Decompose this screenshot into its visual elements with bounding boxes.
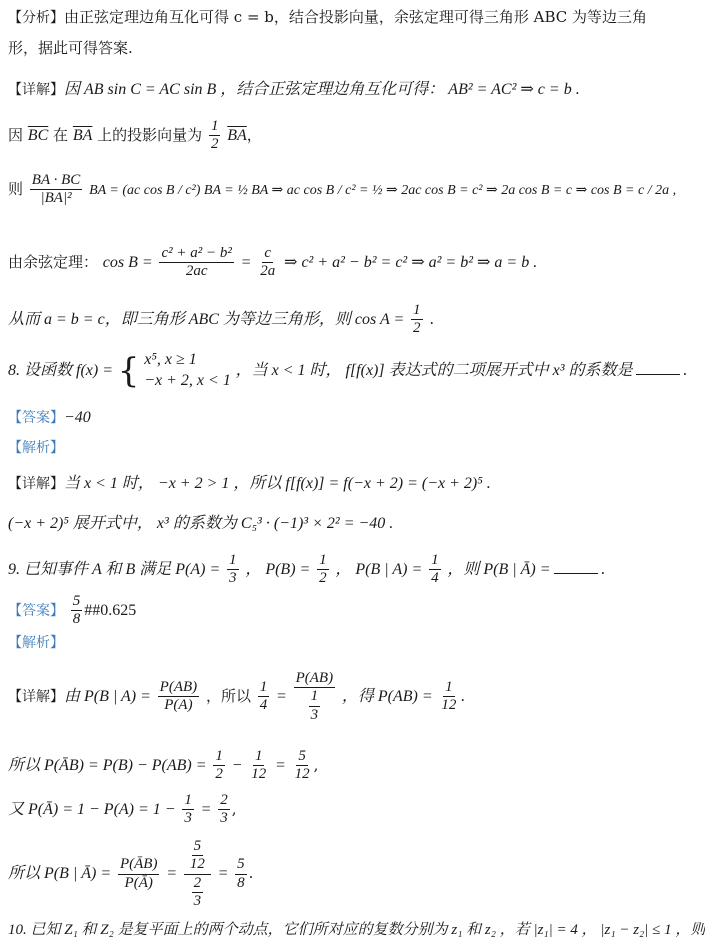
numerator: P(ĀB) bbox=[118, 856, 159, 874]
numerator: P(AB) bbox=[294, 670, 335, 688]
q8-detail-2 bbox=[8, 514, 393, 533]
q8-detail-1 bbox=[8, 474, 491, 493]
text: 8. 设函数 f(x) = bbox=[8, 361, 114, 379]
q8-answer bbox=[8, 408, 91, 427]
text: ， bbox=[246, 125, 262, 144]
answer-tag: 【答案】 bbox=[8, 602, 64, 619]
denominator: 3 bbox=[229, 570, 237, 587]
answer-blank[interactable] bbox=[554, 573, 598, 574]
denominator: 2a bbox=[260, 263, 276, 280]
denominator: P(A) bbox=[164, 697, 193, 714]
denominator: |BA|² bbox=[40, 190, 72, 207]
jiexi-tag: 【解析】 bbox=[8, 635, 64, 651]
piecewise-cases bbox=[144, 350, 231, 392]
numerator: 1 bbox=[213, 748, 225, 766]
vector-ba: $\overline{BA}$ bbox=[72, 126, 93, 144]
fraction bbox=[293, 748, 312, 784]
denominator: 2 bbox=[210, 136, 219, 153]
q8-jiexi bbox=[8, 438, 64, 457]
fraction bbox=[411, 302, 423, 338]
text: 所以 P(ĀB) = P(B) − P(AB) = bbox=[8, 756, 207, 774]
denominator: 12 bbox=[294, 766, 310, 783]
numerator: 5 bbox=[235, 856, 247, 874]
answer-fraction bbox=[71, 593, 83, 629]
q7-detail-line1 bbox=[8, 80, 580, 99]
math: = bbox=[276, 687, 287, 705]
text: ，所以 bbox=[205, 686, 251, 705]
q9-stem bbox=[8, 552, 605, 588]
answer-alt: ##0.625 bbox=[84, 601, 137, 619]
fraction bbox=[309, 688, 321, 724]
fraction bbox=[209, 118, 221, 154]
text: 所以 P(B | Ā) = bbox=[8, 865, 112, 882]
numerator: 2 bbox=[218, 792, 230, 810]
analysis-text: 由正弦定理边角互化可得 c = b，结合投影向量，余弦定理可得三角形 ABC 为等边三角形，据此可得答案. bbox=[8, 8, 648, 57]
denominator: 3 bbox=[310, 706, 319, 723]
denominator: 8 bbox=[237, 874, 245, 891]
denominator: P(Ā) bbox=[124, 874, 153, 891]
math: cos B = bbox=[102, 253, 153, 271]
answer-blank[interactable] bbox=[636, 374, 680, 375]
text: ，得 P(AB) = bbox=[341, 687, 433, 705]
q7-projection-line bbox=[8, 118, 262, 154]
fraction bbox=[159, 245, 233, 281]
vector-bc: $\overline{BC}$ bbox=[27, 126, 49, 144]
math: ⇒ c² + a² − b² = c² ⇒ a² = b² ⇒ a = b . bbox=[284, 253, 538, 271]
text: . bbox=[460, 686, 466, 705]
q7-conclusion bbox=[8, 302, 434, 338]
detail-text: (−x + 2)⁵ 展开式中， x³ 的系数为 C₅³ · (−1)³ × 2² = −40 . bbox=[8, 515, 394, 532]
text: ，则 P(B | Ā) = bbox=[447, 560, 551, 578]
fraction bbox=[429, 552, 441, 588]
text: 在 bbox=[53, 125, 69, 144]
denominator: 2ac bbox=[185, 263, 208, 280]
denominator: 4 bbox=[431, 570, 439, 587]
fraction bbox=[227, 552, 239, 588]
text: ，当 x < 1 时， f[f(x)] 表达式的二项展开式中 x³ 的系数是 bbox=[235, 361, 633, 379]
text: 则 bbox=[8, 179, 24, 198]
numerator: 1 bbox=[182, 792, 194, 810]
numerator: c² + a² − b² bbox=[159, 245, 233, 263]
text: 从而 a = b = c，即三角形 ABC 为等边三角形，则 cos A = bbox=[8, 310, 405, 328]
text: . bbox=[682, 360, 688, 379]
detail-tag: 【详解】 bbox=[8, 476, 64, 492]
q7-analysis bbox=[8, 2, 648, 63]
denominator: 3 bbox=[220, 810, 228, 827]
denominator: 8 bbox=[72, 611, 81, 628]
jiexi-tag: 【解析】 bbox=[8, 440, 64, 456]
fraction bbox=[439, 679, 458, 715]
math: = bbox=[240, 253, 252, 271]
text: 9. 已知事件 A 和 B 满足 P(A) = bbox=[8, 560, 221, 578]
numerator bbox=[184, 838, 211, 875]
fraction bbox=[218, 792, 230, 828]
denominator: 12 bbox=[251, 766, 267, 783]
fraction bbox=[158, 679, 199, 715]
fraction bbox=[30, 172, 82, 208]
numerator: 5 bbox=[71, 593, 83, 611]
text: 上的投影向量为 bbox=[97, 125, 203, 144]
q9-detail-2 bbox=[8, 748, 318, 784]
detail-tag: 【详解】 bbox=[8, 82, 64, 98]
detail-tag: 【详解】 bbox=[8, 688, 64, 705]
numerator: 1 bbox=[209, 118, 221, 136]
denominator bbox=[188, 875, 208, 911]
math: = bbox=[217, 865, 229, 882]
fraction bbox=[213, 748, 225, 784]
answer-tag: 【答案】 bbox=[8, 410, 64, 426]
fraction bbox=[258, 679, 270, 715]
numerator: 1 bbox=[227, 552, 239, 570]
detail-text: 当 x < 1 时， −x + 2 > 1 ，所以 f[f(x)] = f(−x + 2) = (−x + 2)⁵ . bbox=[64, 475, 491, 492]
text: 10. 已知 Z₁ 和 Z₂ 是复平面上的两个动点，它们所对应的复数分别为 z₁ 和 z₂ ，若 |z₁| = 4 ， |z₁ − z₂| ≤ 1 ，则 bbox=[8, 922, 705, 938]
text: 因 bbox=[8, 125, 24, 144]
math: − bbox=[231, 756, 243, 774]
numerator: 1 bbox=[317, 552, 329, 570]
fraction bbox=[249, 748, 268, 784]
denominator: 4 bbox=[259, 697, 268, 714]
text: 又 P(Ā) = 1 − P(A) = 1 − bbox=[8, 800, 176, 818]
numerator: 1 bbox=[309, 688, 321, 706]
q9-jiexi bbox=[8, 633, 64, 652]
q8-stem bbox=[8, 350, 687, 392]
denominator: 2 bbox=[413, 320, 421, 337]
detail-text: 因 AB sin C = AC sin B ，结合正弦定理边角互化可得： AB² = AC² ⇒ c = b . bbox=[64, 81, 580, 98]
math: = bbox=[274, 756, 286, 774]
q9-detail-3 bbox=[8, 792, 237, 828]
numerator: 1 bbox=[258, 679, 270, 697]
fraction bbox=[182, 792, 194, 828]
fraction bbox=[317, 552, 329, 588]
analysis-tag: 【分析】 bbox=[8, 10, 64, 26]
numerator: 1 bbox=[429, 552, 441, 570]
denominator bbox=[305, 688, 325, 724]
text: 由余弦定理： bbox=[8, 252, 99, 271]
text: . bbox=[600, 559, 606, 578]
fraction bbox=[258, 245, 277, 281]
numerator: BA · BC bbox=[30, 172, 82, 190]
q9-detail-4 bbox=[8, 838, 253, 910]
denominator: 12 bbox=[189, 856, 205, 873]
text: ， P(B | A) = bbox=[335, 560, 423, 578]
text: , bbox=[231, 799, 237, 818]
q9-detail-1 bbox=[8, 670, 465, 724]
text: , bbox=[313, 755, 319, 774]
numerator: P(AB) bbox=[158, 679, 199, 697]
fraction bbox=[235, 856, 247, 892]
text: . bbox=[429, 309, 435, 328]
numerator: 5 bbox=[192, 838, 204, 856]
q10-stem bbox=[8, 920, 705, 939]
text: . bbox=[248, 864, 254, 882]
math: = bbox=[200, 800, 212, 818]
q7-cosine-line bbox=[8, 245, 537, 281]
numerator: 1 bbox=[253, 748, 265, 766]
compound-fraction bbox=[294, 670, 335, 724]
numerator: 5 bbox=[296, 748, 308, 766]
answer-value: −40 bbox=[64, 409, 91, 426]
denominator: 12 bbox=[441, 697, 457, 714]
fraction bbox=[192, 875, 204, 911]
denominator: 3 bbox=[184, 810, 192, 827]
text: ， P(B) = bbox=[245, 560, 311, 578]
denominator: 3 bbox=[193, 892, 202, 909]
compound-fraction bbox=[184, 838, 211, 910]
numerator: 1 bbox=[411, 302, 423, 320]
numerator: 1 bbox=[443, 679, 455, 697]
text: 由 P(B | A) = bbox=[64, 687, 151, 705]
q7-then-line bbox=[8, 172, 676, 208]
left-brace: { bbox=[117, 350, 140, 391]
fraction bbox=[118, 856, 159, 892]
numerator: c bbox=[262, 245, 273, 263]
numerator: 2 bbox=[192, 875, 204, 893]
vector-ba: $\overline{BA}$ bbox=[227, 126, 247, 144]
q9-answer bbox=[8, 593, 136, 629]
case-2: −x + 2, x < 1 bbox=[144, 371, 231, 389]
denominator: 2 bbox=[319, 570, 327, 587]
derivation: BA = (ac cos B / c²) BA = ½ BA ⇒ ac cos B / c² = ½ ⇒ 2ac cos B = c² ⇒ 2a cos B = c ⇒ cos B = c / 2a , bbox=[89, 182, 677, 198]
fraction bbox=[188, 838, 207, 874]
denominator: 2 bbox=[215, 766, 223, 783]
case-1: x⁵, x ≥ 1 bbox=[144, 351, 197, 368]
math: = bbox=[166, 865, 178, 882]
